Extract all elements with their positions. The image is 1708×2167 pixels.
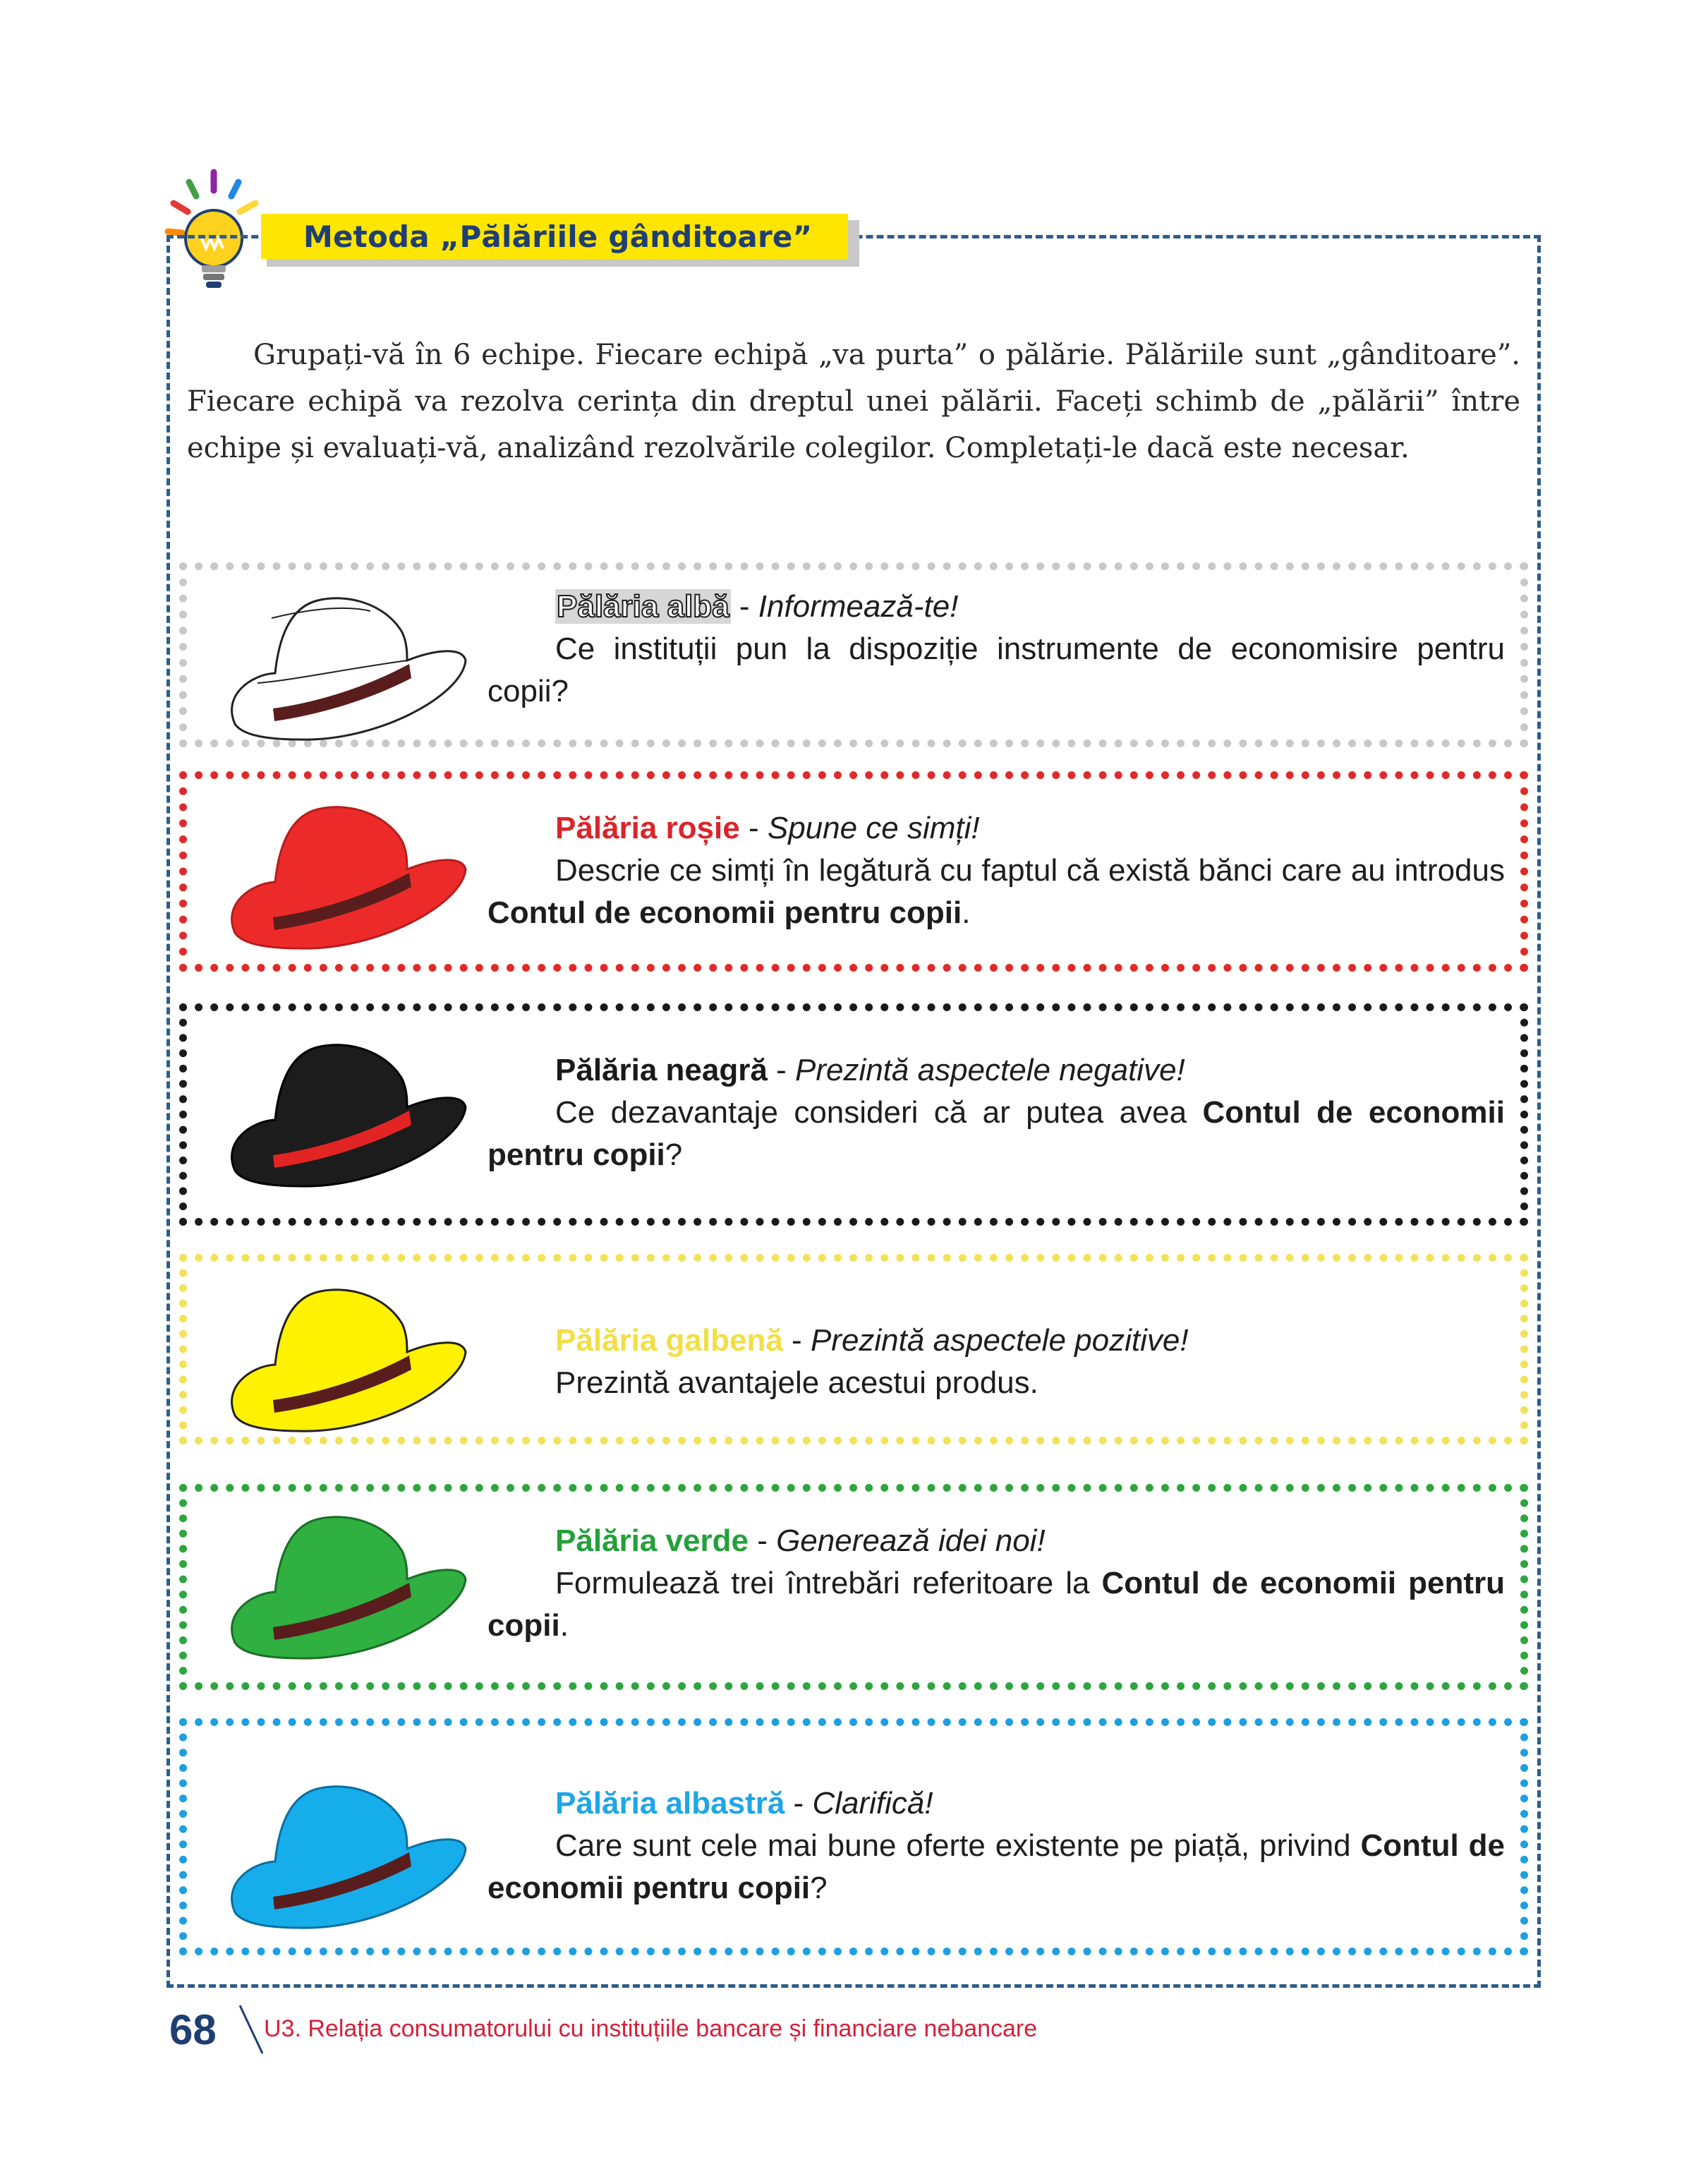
chapter-title: U3. Relația consumatorului cu instituțiile bancare și financiare nebancare — [264, 2015, 1038, 2042]
hat-motto-black: Prezintă aspectele negative! — [794, 1053, 1185, 1087]
hat-motto-red: Spune ce simți! — [767, 811, 980, 845]
hat-name-blue: Pălăria albastră — [555, 1786, 785, 1821]
hat-question-black: Ce dezavantaje consideri că ar putea avea Contul de economii pentru copii? — [487, 1095, 1506, 1172]
hat-text-blue: Pălăria albastră - Clarifică! Care sunt cele mai bune oferte existente pe piață, privind Contul de economii pentru copii? — [487, 1782, 1505, 1909]
hat-question-yellow: Prezintă avantajele acestui produs. — [555, 1365, 1038, 1400]
hat-text-white: Pălăria albă - Informează-te! Ce instituții pun la dispoziție instrumente de economisire pentru copii? — [487, 586, 1505, 713]
hat-name-red: Pălăria roșie — [555, 811, 740, 845]
hat-question-green: Formulează trei întrebări referitoare la Contul de economii pentru copii. — [487, 1566, 1505, 1643]
hat-motto-blue: Clarifică! — [812, 1786, 933, 1821]
hat-text-black: Pălăria neagră - Prezintă aspectele negative! Ce dezavantaje consideri că ar putea avea Contul de economii pentru copii? — [487, 1049, 1505, 1176]
hat-question-white: Ce instituții pun la dispoziție instrumente de economisire pentru copii? — [487, 632, 1505, 708]
page-title: Metoda „Pălăriile gânditoare” — [303, 219, 813, 254]
hat-question-red: Descrie ce simți în legătură cu faptul că există bănci care au introdus Contul de economii pentru copii. — [487, 853, 1505, 930]
hat-motto-green: Generează idei noi! — [776, 1523, 1046, 1558]
intro-paragraph: Grupați-vă în 6 echipe. Fiecare echipă „va purta” o pălărie. Pălăriile sunt „gânditoare”. Fiecare echipă va rezolva cerința din dreptul unei pălării. Faceți schimb de „pălării” între echipe și evaluați-vă, analizând rezolvările colegilor. Completați-le dacă este necesar. — [187, 339, 1520, 464]
hat-text-green: Pălăria verde - Generează idei noi! Formulează trei întrebări referitoare la Contul de economii pentru copii. — [487, 1520, 1505, 1647]
title-banner — [261, 214, 848, 259]
hat-name-black: Pălăria neagră — [555, 1053, 768, 1087]
white-hat-icon — [222, 590, 469, 745]
hat-name-green: Pălăria verde — [555, 1523, 749, 1558]
hat-card-white — [179, 562, 1528, 747]
green-hat-icon — [222, 1509, 469, 1664]
red-hat-icon — [222, 799, 469, 954]
hat-name-yellow: Pălăria galbenă — [555, 1323, 783, 1358]
hat-motto-white: Informează-te! — [758, 589, 959, 624]
yellow-hat-icon — [222, 1281, 469, 1437]
slash-divider-icon — [237, 2001, 265, 2058]
hat-card-red — [179, 771, 1528, 972]
hat-motto-yellow: Prezintă aspectele pozitive! — [810, 1323, 1189, 1358]
hat-card-black — [179, 1003, 1528, 1226]
hat-text-yellow: Pălăria galbenă - Prezintă aspectele pozitive! Prezintă avantajele acestui produs. — [487, 1320, 1505, 1404]
blue-hat-icon — [222, 1778, 469, 1933]
hat-question-blue: Care sunt cele mai bune oferte existente pe piață, privind Contul de economii pentru copii? — [487, 1828, 1505, 1905]
hat-card-green — [179, 1484, 1528, 1690]
hat-name-white: Pălăria albă — [557, 589, 729, 624]
hat-card-yellow — [179, 1254, 1528, 1444]
hat-card-blue — [179, 1718, 1528, 1955]
page-number: 68 — [169, 2006, 217, 2053]
black-hat-icon — [222, 1037, 469, 1192]
hat-text-red: Pălăria roșie - Spune ce simți! Descrie ce simți în legătură cu faptul că există bănci care au introdus Contul de economii pentru copii. — [487, 807, 1505, 934]
